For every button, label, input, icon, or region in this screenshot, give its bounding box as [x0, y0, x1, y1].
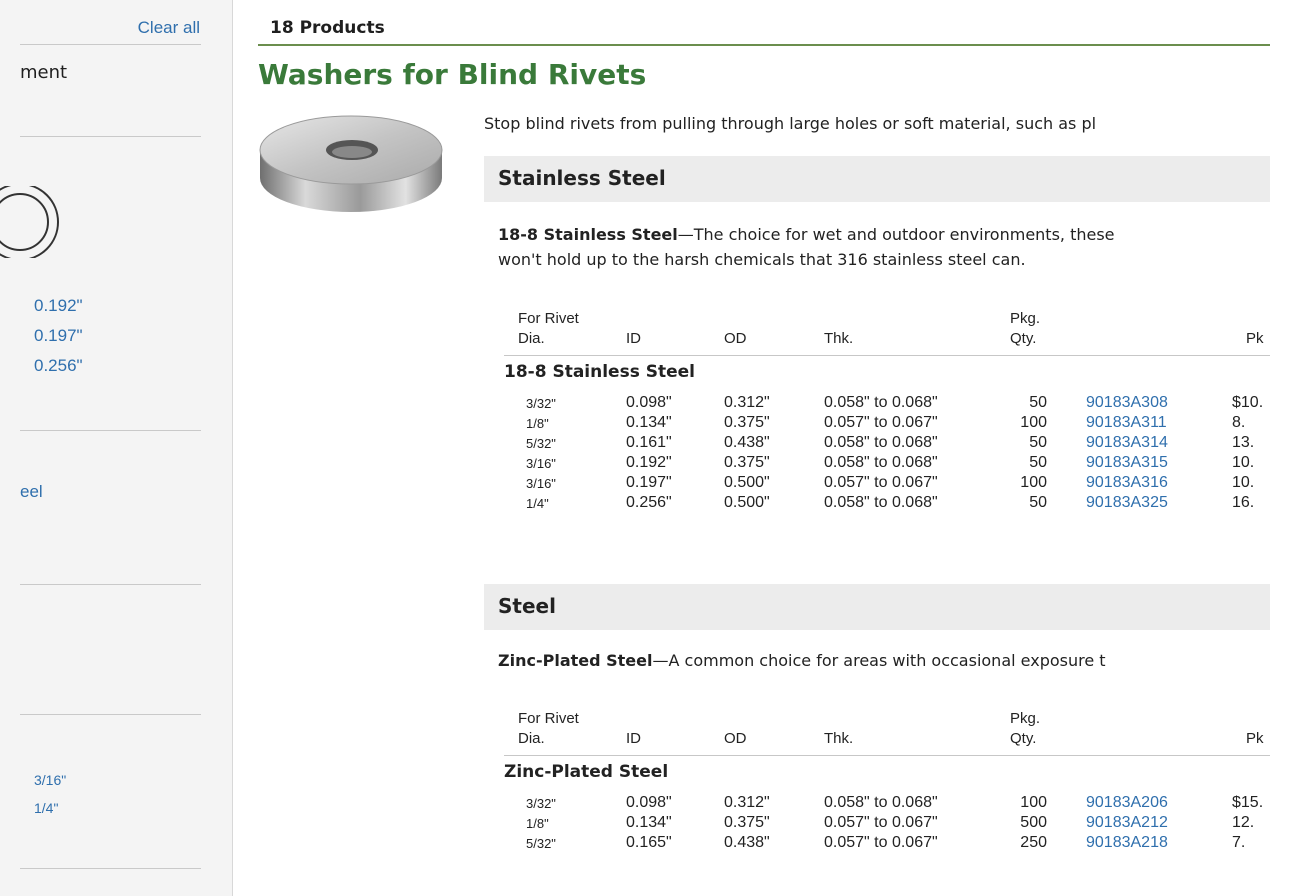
material-desc-text: —The choice for wet and outdoor environments, these	[677, 225, 1115, 244]
cell-price: 12.	[1232, 814, 1255, 831]
sidebar-divider	[20, 136, 201, 137]
product-description: Stop blind rivets from pulling through large holes or soft material, such as pl	[484, 114, 1097, 133]
cell-qty: 100	[1020, 794, 1047, 811]
cell-od: 0.375"	[724, 454, 770, 471]
cell-od: 0.375"	[724, 414, 770, 431]
table-row[interactable]	[504, 434, 1270, 452]
material-name: Zinc-Plated Steel	[498, 651, 653, 670]
col-header-qty: Qty.	[1010, 330, 1037, 347]
product-count: 18 Products	[270, 18, 385, 38]
product-results	[258, 0, 1292, 896]
material-description	[498, 222, 1115, 272]
cell-dia: 5/32"	[526, 436, 556, 451]
part-number-link[interactable]: 90183A308	[1086, 394, 1168, 411]
page-title: Washers for Blind Rivets	[258, 58, 647, 91]
cell-price: $10.	[1232, 394, 1264, 411]
cell-qty: 250	[1020, 834, 1047, 851]
cell-thk: 0.058" to 0.068"	[824, 434, 938, 451]
cell-price: 16.	[1232, 494, 1255, 511]
col-header-thk: Thk.	[824, 330, 854, 347]
table-group-label: 18-8 Stainless Steel	[504, 362, 696, 382]
material-name: 18-8 Stainless Steel	[498, 225, 678, 244]
part-number-link[interactable]: 90183A325	[1086, 494, 1168, 511]
cell-price: 13.	[1232, 434, 1255, 451]
table-row[interactable]	[504, 814, 1270, 832]
table-row[interactable]	[504, 834, 1270, 852]
cell-thk: 0.058" to 0.068"	[824, 454, 938, 471]
cell-qty: 100	[1020, 414, 1047, 431]
cell-dia: 3/32"	[526, 396, 556, 411]
col-header-id: ID	[626, 330, 641, 347]
filter-id-option[interactable]: 0.256"	[34, 356, 83, 375]
cell-qty: 50	[1029, 454, 1047, 471]
sidebar-divider	[20, 44, 201, 45]
table-row[interactable]	[504, 414, 1270, 432]
filter-dia-option[interactable]: 3/16"	[34, 772, 67, 788]
cell-id: 0.098"	[626, 794, 672, 811]
table-row[interactable]	[504, 494, 1270, 512]
cell-price: 10.	[1232, 454, 1255, 471]
cell-od: 0.500"	[724, 494, 770, 511]
cell-id: 0.161"	[626, 434, 672, 451]
washer-icon[interactable]	[258, 110, 444, 220]
sidebar-divider	[20, 430, 201, 431]
cell-od: 0.312"	[724, 394, 770, 411]
table-header-divider	[504, 755, 1270, 756]
cell-price: 7.	[1232, 834, 1246, 851]
cell-thk: 0.058" to 0.068"	[824, 494, 938, 511]
cell-thk: 0.057" to 0.067"	[824, 414, 938, 431]
cell-thk: 0.058" to 0.068"	[824, 394, 938, 411]
cell-id: 0.256"	[626, 494, 672, 511]
cell-dia: 1/8"	[526, 816, 549, 831]
cell-qty: 500	[1020, 814, 1047, 831]
cell-qty: 50	[1029, 494, 1047, 511]
cell-qty: 50	[1029, 434, 1047, 451]
material-desc-text: —A common choice for areas with occasional exposure t	[652, 651, 1106, 670]
table-row[interactable]	[504, 794, 1270, 812]
sidebar-divider	[20, 868, 201, 869]
col-header-id: ID	[626, 730, 641, 747]
cell-od: 0.438"	[724, 434, 770, 451]
cell-od: 0.500"	[724, 474, 770, 491]
cell-id: 0.197"	[626, 474, 672, 491]
section-header-stainless	[484, 156, 1270, 202]
cell-qty: 50	[1029, 394, 1047, 411]
filter-dia-option[interactable]: 1/4"	[34, 800, 59, 816]
cell-dia: 1/4"	[526, 496, 549, 511]
col-header-dia: For Rivet	[518, 710, 579, 727]
cell-price: $15.	[1232, 794, 1264, 811]
sidebar-divider	[20, 714, 201, 715]
section-title: Stainless Steel	[498, 166, 666, 190]
cell-id: 0.098"	[626, 394, 672, 411]
col-header-dia: Dia.	[518, 330, 545, 347]
cell-qty: 100	[1020, 474, 1047, 491]
cell-id: 0.192"	[626, 454, 672, 471]
table-group-label: Zinc-Plated Steel	[504, 762, 669, 782]
cell-od: 0.375"	[724, 814, 770, 831]
filter-id-option[interactable]: 0.192"	[34, 296, 83, 315]
part-number-link[interactable]: 90183A206	[1086, 794, 1168, 811]
part-number-link[interactable]: 90183A311	[1086, 414, 1167, 431]
cell-dia: 3/16"	[526, 456, 556, 471]
cell-price: 8.	[1232, 414, 1246, 431]
filter-heading-fragment: ment	[20, 62, 68, 83]
col-header-qty: Pkg.	[1010, 310, 1041, 327]
col-header-od: OD	[724, 730, 747, 747]
cell-thk: 0.057" to 0.067"	[824, 834, 938, 851]
clear-all-link[interactable]: Clear all	[137, 18, 200, 37]
filter-material-option[interactable]: eel	[20, 482, 43, 501]
cell-dia: 1/8"	[526, 416, 549, 431]
table-row[interactable]	[504, 454, 1270, 472]
col-header-price: Pk	[1246, 330, 1264, 347]
cell-od: 0.312"	[724, 794, 770, 811]
material-description	[498, 648, 1106, 673]
cell-id: 0.134"	[626, 814, 672, 831]
sidebar-divider	[20, 584, 201, 585]
part-number-link[interactable]: 90183A314	[1086, 434, 1168, 451]
col-header-od: OD	[724, 330, 747, 347]
part-number-link[interactable]: 90183A218	[1086, 834, 1168, 851]
cell-dia: 5/32"	[526, 836, 556, 851]
part-number-link[interactable]: 90183A212	[1086, 814, 1168, 831]
filter-sidebar	[0, 0, 233, 896]
cell-id: 0.165"	[626, 834, 672, 851]
cell-dia: 3/32"	[526, 796, 556, 811]
section-title: Steel	[498, 594, 556, 618]
col-header-qty: Pkg.	[1010, 710, 1041, 727]
col-header-dia: For Rivet	[518, 310, 579, 327]
col-header-thk: Thk.	[824, 730, 854, 747]
cell-thk: 0.057" to 0.067"	[824, 814, 938, 831]
section-header-steel	[484, 584, 1270, 630]
cell-thk: 0.057" to 0.067"	[824, 474, 938, 491]
col-header-dia: Dia.	[518, 730, 545, 747]
cell-dia: 3/16"	[526, 476, 556, 491]
table-header-divider	[504, 355, 1270, 356]
cell-price: 10.	[1232, 474, 1255, 491]
table-row[interactable]	[504, 394, 1270, 412]
table-row[interactable]	[504, 474, 1270, 492]
filter-id-option[interactable]: 0.197"	[34, 326, 83, 345]
cell-od: 0.438"	[724, 834, 770, 851]
col-header-price: Pk	[1246, 730, 1264, 747]
ring-icon[interactable]	[0, 186, 64, 258]
cell-thk: 0.058" to 0.068"	[824, 794, 938, 811]
material-desc-text: won't hold up to the harsh chemicals that 316 stainless steel can.	[498, 250, 1026, 269]
col-header-qty: Qty.	[1010, 730, 1037, 747]
part-number-link[interactable]: 90183A316	[1086, 474, 1168, 491]
header-divider	[258, 44, 1270, 46]
part-number-link[interactable]: 90183A315	[1086, 454, 1168, 471]
cell-id: 0.134"	[626, 414, 672, 431]
